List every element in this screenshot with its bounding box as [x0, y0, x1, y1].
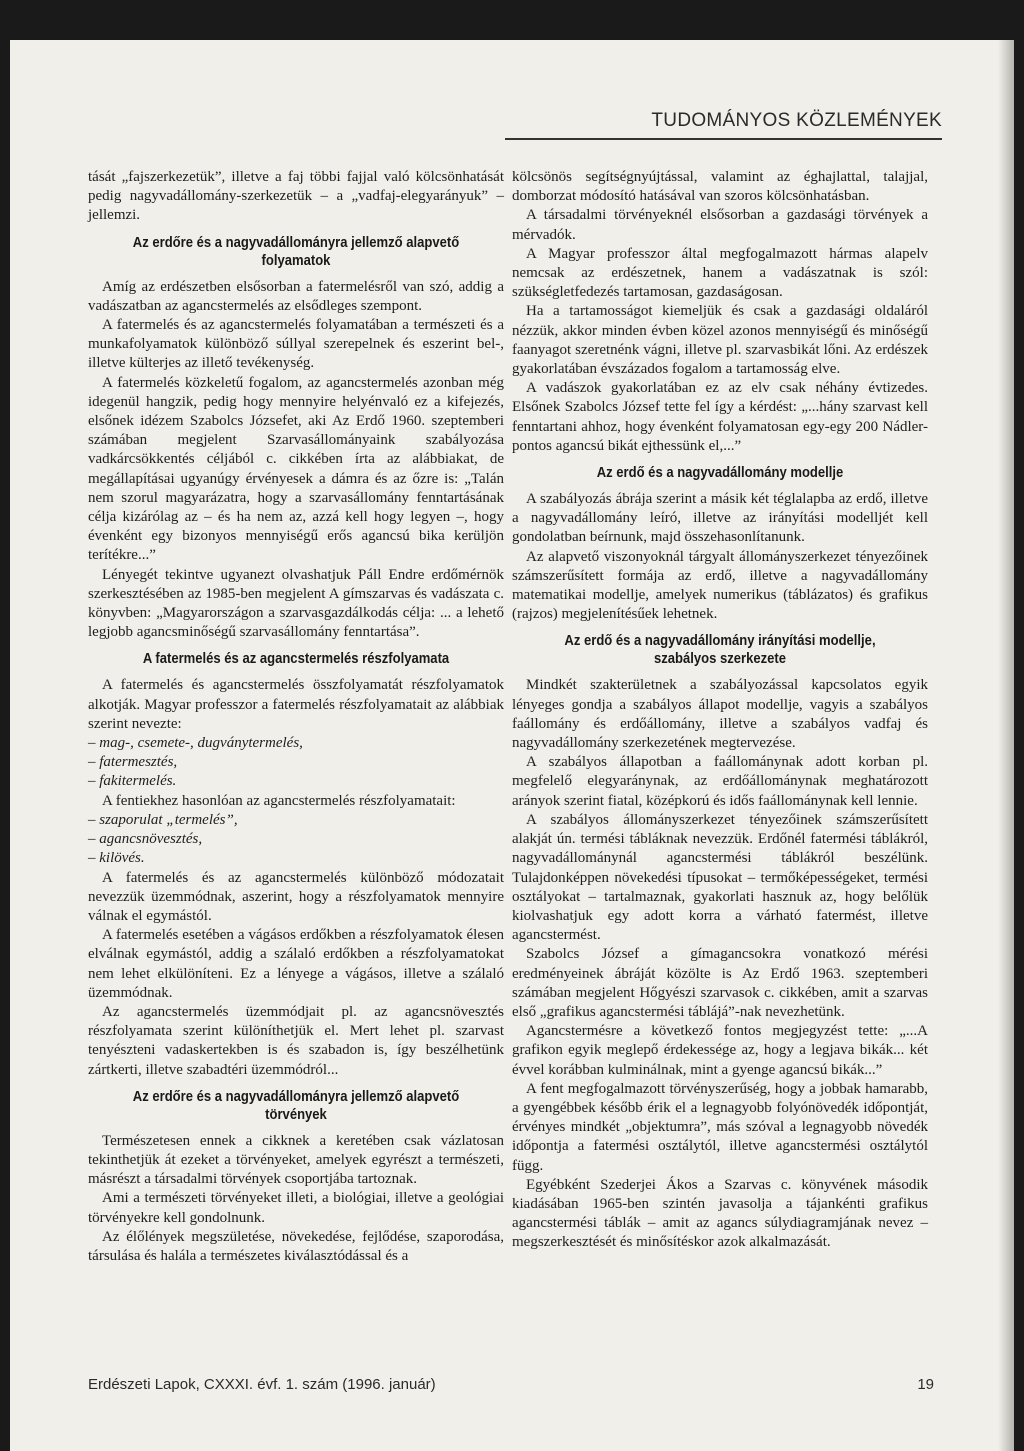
section-heading: Az erdő és a nagyvadállomány irányítási modellje, szabályos szerkezete — [564, 633, 876, 668]
paragraph: Agancstermésre a következő fontos megjegyzést tette: „...A grafikon egyik meglepő érdekessége az, hogy a legjava bikák... két évvel korábban kulminálnak, mint a gyenge agancsú bikák...” — [512, 1023, 928, 1078]
right-column — [512, 168, 928, 1253]
page-edge-shadow — [998, 40, 1014, 1451]
paragraph: A vadászok gyakorlatában ez az elv csak néhány évtizedes. Elsőnek Szabolcs József tette fel így a kérdést: „...hány szarvast kell fenntartani ahhoz, hogy évenként folyamatosan egy-egy 200 Nádler-pontos agancsú bikát ejthessünk el,...” — [512, 380, 928, 454]
paragraph: A szabályos állapotban a faállománynak adott korban pl. megfelelő elegyaránynak, az erdőállománynak meghatározott arányok szerint fiatal, középkorú és idős faállománynak kell lennie. — [512, 754, 928, 809]
paragraph: Ha a tartamosságot kiemeljük és csak a gazdasági oldaláról nézzük, akkor minden évben közel azonos mennyiségű és minőségű faanyagot szeretnénk vágni, illetve pl. szarvasbikát lőni. Az erdészek gyakorlatában évszázados fogalom a tartamosság elve. — [512, 303, 928, 378]
page-number: 19 — [917, 1376, 934, 1393]
paragraph: Az élőlények megszületése, növekedése, fejlődése, szaporodása, társulása és halála a természetes kiválasztódással és a — [88, 1228, 504, 1264]
paragraph: Természetesen ennek a cikknek a keretében csak vázlatosan tekinthetjük át ezeket a törvényeket, amelyek egyrészt a természeti, másrészt a társadalmi törvények csoportjába tartoznak. — [88, 1132, 504, 1188]
paragraph: A fatermelés és az agancstermelés különböző módozatait nevezzük üzemmódnak, aszerint, hogy a részfolyamatok mennyire válnak el egymástól. — [88, 869, 504, 924]
paragraph: Amíg az erdészetben elsősorban a fatermelésről van szó, addig a vadászatban az agancstermelés az elsődleges szempont. — [88, 278, 504, 314]
paragraph: Szabolcs József a gímagancsokra vonatkozó mérési eredményeinek ábráját közölte is Az Erdő 1963. szeptemberi számában megjelent Hőgyészi szarvasok c. cikkében, amit a szarvas első „grafikus agancstermési táblájá”-nak nevezhetünk. — [512, 946, 928, 1020]
paragraph: A fentiekhez hasonlóan az agancstermelés részfolyamatait: — [102, 792, 456, 809]
paragraph: A társadalmi törvényeknél elsősorban a gazdasági törvények a mérvadók. — [512, 207, 928, 243]
list-item: – kilövés. — [88, 850, 145, 867]
paragraph: Ami a természeti törvényeket illeti, a biológiai, illetve a geológiai törvényekre kell gondolnunk. — [88, 1190, 504, 1226]
left-column — [88, 168, 504, 1266]
section-heading: A fatermelés és az agancstermelés részfolyamata — [142, 651, 450, 668]
paragraph: Lényegét tekintve ugyanezt olvashatjuk Páll Endre erdőmérnök szerkesztésében az 1985-ben megjelent A gímszarvas és vadászata c. könyvben: „Magyarországon a szarvasgazdálkodás célja: ... a lehető legjobb agancsminőségű szarvasállomány fenntartása”. — [88, 566, 504, 641]
paragraph: Az alapvető viszonyoknál tárgyalt állományszerkezet tényezőinek számszerűsített formája az erdő, illetve a nagyvadállomány matematikai modellje, amelyek numerikus (táblázatos) és grafikus (rajzos) megjelenítésűek lehetnek. — [512, 548, 928, 623]
paragraph: A szabályozás ábrája szerint a másik két téglalapba az erdő, illetve a nagyvadállomány leíró, illetve az irányítási modelljét kell gondolatban beírnunk, majd összehasonlítanunk. — [512, 491, 928, 546]
paragraph: Mindkét szakterületnek a szabályozással kapcsolatos egyik lényeges gondja a szabályos állapot modellje, vagyis a szabályos faállomány és erdőállomány, illetve a szabályos vadfaj és nagyvadállomány szerkezetének megtervezése. — [512, 677, 928, 752]
list-item: – szaporulat „termelés”, — [88, 811, 238, 828]
list-item: – fakitermelés. — [88, 773, 177, 790]
list-item: – mag-, csemete-, dugványtermelés, — [88, 735, 303, 752]
paragraph: Egyébként Szederjei Ákos a Szarvas c. könyvének második kiadásában 1965-ben szintén javasolja a tájankénti grafikus agancstermési táblák – amit az agancs súlydiagramjának nevez – megszerkesztését és minősítéskor azok alkalmazását. — [512, 1176, 928, 1251]
list-item: – agancsnövesztés, — [88, 831, 203, 848]
paragraph: kölcsönös segítségnyújtással, valamint az éghajlattal, talajjal, domborzat módosító hatásával van szoros kölcsönhatásban. — [512, 169, 928, 205]
list-item: – fatermesztés, — [88, 754, 178, 771]
paragraph: Az agancstermelés üzemmódjait pl. az agancsnövesztés részfolyamata szerint különíthetjük el. Mert lehet pl. szarvast tenyészteni vadaskertekben is és szabadon is, így beszélhetünk zártkerti, illetve szabadtéri üzemmódról... — [88, 1003, 504, 1078]
section-heading: Az erdő és a nagyvadállomány modellje — [596, 465, 844, 482]
section-heading: Az erdőre és a nagyvadállományra jellemző alapvető törvények — [132, 1088, 460, 1123]
section-header: TUDOMÁNYOS KÖZLEMÉNYEK — [651, 110, 942, 131]
paragraph: A fatermelés és agancstermelés összfolyamatát részfolyamatok alkotják. Magyar professzor a fatermelés részfolyamatait az alábbiak szerint nevezte: — [88, 677, 504, 732]
paragraph: tását „fajszerkezetük”, illetve a faj többi fajjal való kölcsönhatását pedig nagyvadállomány-szerkezetük – a „vadfaj-elegyarányuk” – jellemzi. — [88, 169, 504, 224]
list-agancstermeles — [88, 811, 504, 869]
section-heading: Az erdőre és a nagyvadállományra jellemző alapvető folyamatok — [132, 234, 460, 269]
paragraph: A fatermelés közkeletű fogalom, az agancstermelés azonban még idegenül hangzik, pedig hogy mennyire helyénvaló ez a kifejezés, elsőnek idézem Szabolcs Józsefet, aki Az Erdő 1960. szeptemberi számában megjelent Szarvasállományaink szabályozása vadkárcsökkentés céljából c. cikkében írta az alábbiakat, de megállapításai ugyanúgy érvényesek a dámra és az őzre is: „Talán nem szorul magyarázatra, hogy a szarvasállomány fenntartásának célja kizárólag az – és ha nem az, azzá kell hogy legyen –, hogy évenként egy bizonyos mennyiségű erős agancsú bika kerüljön terítékre...” — [88, 374, 504, 564]
paragraph: A Magyar professzor által megfogalmazott hármas alapelv nemcsak az erdészetnek, hanem a vadászatnak is szól: szükségletfedezés tartamosan, gazdaságosan. — [512, 245, 928, 301]
paragraph: A fatermelés esetében a vágásos erdőkben a részfolyamatok élesen elválnak egymástól, addig a szálaló erdőkben a részfolyamatokat nem lehet elkülöníteni. Ez a lényege a vágásos, illetve a szálaló üzemmódnak. — [88, 927, 504, 1001]
list-fatermeles — [88, 734, 504, 792]
magazine-page — [10, 40, 1014, 1451]
paragraph: A szabályos állományszerkezet tényezőinek számszerűsített alakját ún. termési tábláknak nevezzük. Erdőnél fatermési táblákról, nagyvadállománynál agancstermési táblákról beszélünk. Tulajdonképpen növekedési típusokat – termőképességeket, termési osztályokat – tartalmaznak, gyakorlati hasznuk az, hogy belőlük kiolvashatjuk egy adott korra a várható fatermést, illetve agancstermést. — [512, 811, 928, 944]
footer-journal: Erdészeti Lapok, CXXXI. évf. 1. szám (1996. január) — [88, 1376, 436, 1393]
header-rule — [505, 138, 942, 140]
paragraph: A fent megfogalmazott törvényszerűség, hogy a jobbak hamarabb, a gyengébbek később érik el a legnagyobb folyónövedék időpontját, érvényes mindkét „objektumra”, más szóval a legnagyobb növedék időpontja a fatermési osztálytól, illetve agancstermési osztálytól függ. — [512, 1080, 928, 1174]
paragraph: A fatermelés és az agancstermelés folyamatában a természeti és a munkafolyamatok különböző súllyal szerepelnek és eszerint bel-, illetve külterjes az illető tevékenység. — [88, 317, 504, 372]
